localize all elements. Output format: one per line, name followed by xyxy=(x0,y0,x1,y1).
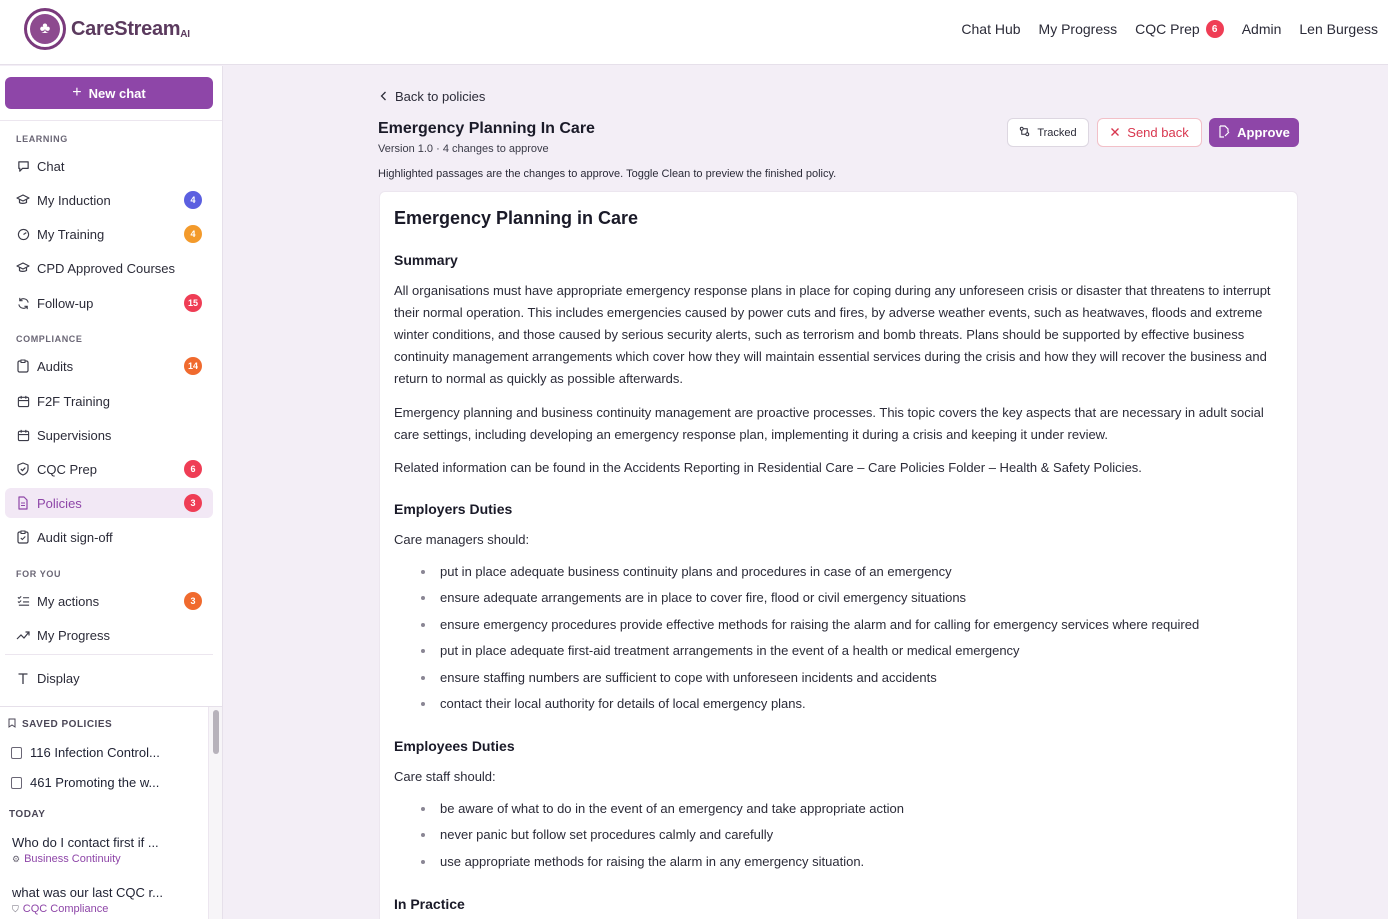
approve-label: Approve xyxy=(1237,125,1290,140)
bullet xyxy=(421,596,425,600)
nav-cqc-prep-badge: 6 xyxy=(1206,20,1224,38)
list-item-text: ensure adequate arrangements are in place to cover fire, flood or civil emergency situations xyxy=(440,590,967,606)
sidebar xyxy=(0,66,223,919)
policy-title: Emergency Planning In Care xyxy=(378,120,595,137)
tracked-toggle-button[interactable] xyxy=(1007,118,1089,147)
clipboard-check-icon xyxy=(16,530,30,544)
brand-logo[interactable] xyxy=(24,8,190,50)
saved-policy-item[interactable] xyxy=(11,745,160,760)
close-icon xyxy=(1110,126,1120,140)
chat-topic-tag xyxy=(12,853,159,865)
sidebar-item-my-progress[interactable] xyxy=(5,620,213,650)
bullet xyxy=(421,807,425,811)
bookmark-icon xyxy=(8,718,16,731)
tracked-label: Tracked xyxy=(1037,126,1077,139)
chat-bubble-icon xyxy=(16,159,30,173)
send-back-label: Send back xyxy=(1127,125,1189,140)
list-item-text: contact their local authority for details of local emergency plans. xyxy=(440,695,806,711)
sidebar-badge: 14 xyxy=(184,357,202,375)
bullet xyxy=(421,860,425,864)
sidebar-item-label: Display xyxy=(37,670,80,686)
approve-button[interactable] xyxy=(1209,118,1299,147)
bullet xyxy=(421,570,425,574)
sidebar-badge: 6 xyxy=(184,460,202,478)
employees-duties-heading: Employees Duties xyxy=(394,738,515,754)
sidebar-scrollbar[interactable] xyxy=(208,707,222,919)
sidebar-item-supervisions[interactable] xyxy=(5,420,213,450)
sidebar-item-label: Supervisions xyxy=(37,427,112,443)
list-item-text: ensure staffing numbers are sufficient to cope with unforeseen incidents and accidents xyxy=(440,669,937,685)
document-icon xyxy=(16,496,30,510)
list-item xyxy=(394,588,1286,614)
summary-heading: Summary xyxy=(394,252,458,268)
sidebar-item-f2f-training[interactable] xyxy=(5,386,213,416)
new-chat-label: New chat xyxy=(88,85,146,101)
bullet xyxy=(421,649,425,653)
sidebar-badge: 3 xyxy=(184,592,202,610)
send-back-button[interactable] xyxy=(1097,118,1202,147)
list-item xyxy=(394,615,1286,641)
top-header xyxy=(0,0,1388,65)
employers-duties-list xyxy=(394,562,1286,720)
sidebar-item-my-training[interactable] xyxy=(5,219,213,249)
shield-check-icon xyxy=(16,462,30,476)
chat-topic-label: Business Continuity xyxy=(24,853,121,865)
employers-duties-heading: Employers Duties xyxy=(394,501,513,517)
chat-topic-label: CQC Compliance xyxy=(22,903,109,915)
refresh-icon xyxy=(16,296,30,310)
bullet xyxy=(421,833,425,837)
chat-history-item[interactable] xyxy=(12,885,163,915)
clipboard-icon xyxy=(16,359,30,373)
gauge-icon xyxy=(16,227,30,241)
nav-cqc-prep[interactable] xyxy=(1135,20,1224,38)
gear-icon: ⚙ xyxy=(12,853,21,864)
list-item xyxy=(394,852,1286,878)
brand-name: CareStream xyxy=(71,17,181,40)
back-link-label: Back to policies xyxy=(395,89,486,104)
sidebar-item-audits[interactable] xyxy=(5,351,213,381)
sidebar-item-label: Policies xyxy=(37,495,82,511)
sidebar-item-my-actions[interactable] xyxy=(5,586,213,616)
policy-version-meta: Version 1.0 · 4 changes to approve xyxy=(378,143,549,155)
list-item-text: ensure emergency procedures provide effective methods for raising the alarm and for calling for emergency services where required xyxy=(440,616,1200,632)
nav-admin[interactable]: Admin xyxy=(1241,21,1282,37)
scrollbar-thumb[interactable] xyxy=(213,710,219,754)
back-to-policies-link[interactable] xyxy=(380,89,485,104)
saved-policy-label: 116 Infection Control... xyxy=(30,745,160,760)
employees-intro: Care staff should: xyxy=(394,769,496,784)
checklist-icon xyxy=(16,594,30,608)
sidebar-badge: 4 xyxy=(184,191,202,209)
saved-policies-heading xyxy=(8,718,112,731)
sidebar-item-policies[interactable] xyxy=(5,488,213,518)
graduation-cap-icon xyxy=(16,261,30,275)
sidebar-item-display[interactable] xyxy=(5,663,213,693)
main-content xyxy=(224,66,1388,919)
list-item xyxy=(394,668,1286,694)
employers-intro: Care managers should: xyxy=(394,532,530,547)
employees-duties-list xyxy=(394,799,1286,878)
sidebar-item-label: My Induction xyxy=(37,192,111,208)
sidebar-item-label: Chat xyxy=(37,158,65,174)
user-menu[interactable]: Len Burgess xyxy=(1299,21,1378,37)
saved-policies-panel xyxy=(0,706,222,919)
sidebar-item-label: CQC Prep xyxy=(37,461,97,477)
bullet xyxy=(421,676,425,680)
summary-paragraph: Related information can be found in the Accidents Reporting in Residential Care – Care Policies Folder – Health & Safety Policies. xyxy=(394,460,1142,475)
logo-tree-icon: ♣ xyxy=(24,8,66,50)
new-chat-button[interactable] xyxy=(5,77,213,109)
list-item xyxy=(394,694,1286,720)
list-item-text: put in place adequate first-aid treatment arrangements in the event of a health or medical emergency xyxy=(440,643,1020,659)
chevron-left-icon xyxy=(380,89,387,104)
list-item-text: never panic but follow set procedures calmly and carefully xyxy=(440,827,774,843)
bullet xyxy=(421,702,425,706)
saved-policy-label: 461 Promoting the w... xyxy=(30,775,160,790)
sidebar-badge: 3 xyxy=(184,494,202,512)
policy-document xyxy=(379,191,1298,919)
sidebar-item-label: Follow-up xyxy=(37,295,94,311)
trending-up-icon xyxy=(16,628,30,642)
sidebar-divider xyxy=(0,120,222,121)
text-icon xyxy=(16,671,30,685)
chat-history-item[interactable] xyxy=(12,835,159,865)
brand-suffix: AI xyxy=(180,28,190,40)
nav-cqc-prep-label: CQC Prep xyxy=(1135,21,1200,37)
list-item-text: be aware of what to do in the event of an emergency and take appropriate action xyxy=(440,801,904,816)
in-practice-heading: In Practice xyxy=(394,896,465,912)
sidebar-item-label: My Progress xyxy=(37,627,110,643)
list-item xyxy=(394,799,1286,825)
sidebar-item-label: Audits xyxy=(37,358,74,374)
sidebar-item-cqc-prep[interactable] xyxy=(5,454,213,484)
document-signature-icon xyxy=(1218,125,1230,141)
list-item xyxy=(394,562,1286,588)
nav-my-progress[interactable]: My Progress xyxy=(1038,21,1118,37)
sidebar-divider xyxy=(5,654,213,655)
today-heading: TODAY xyxy=(9,809,46,820)
calendar-icon xyxy=(16,394,30,408)
list-item-text: use appropriate methods for raising the alarm in any emergency situation. xyxy=(440,853,865,869)
sidebar-badge: 4 xyxy=(184,225,202,243)
summary-paragraph: Emergency planning and business continuity management are proactive processes. This topic covers the key aspects that are necessary in adult social care settings, including developing an emergency response plan, implementing it during a crisis and keeping it under review. xyxy=(394,405,1264,442)
compare-arrows-icon xyxy=(1019,126,1030,140)
sidebar-item-label: My actions xyxy=(37,593,100,609)
sidebar-item-my-induction[interactable] xyxy=(5,185,213,215)
sidebar-item-label: CPD Approved Courses xyxy=(37,260,176,276)
plus-icon: + xyxy=(72,84,82,101)
bullet xyxy=(421,623,425,627)
saved-policies-label: SAVED POLICIES xyxy=(22,719,113,730)
summary-paragraph: All organisations must have appropriate emergency response plans in place for coping during any unforeseen crisis or disaster that threatens to interrupt their normal operation. This includes emergencies caused by power cuts and fires, by adverse weather events, such as heatwaves, floods and extreme winter conditions, and those caused by serious security alerts, such as terrorism and bomb threats. Plans should be supported by effective business continuity management arrangements which cover how they will maintain essential services during the crisis and how they will recover the business and return to normal as quickly as possible afterwards. xyxy=(394,283,1271,386)
document-icon xyxy=(11,747,22,759)
sidebar-item-chat[interactable] xyxy=(5,151,213,181)
review-hint: Highlighted passages are the changes to approve. Toggle Clean to preview the finished policy. xyxy=(378,168,837,180)
sidebar-item-audit-sign-off[interactable] xyxy=(5,522,213,552)
shield-icon: ⛉ xyxy=(12,903,19,914)
sidebar-badge: 15 xyxy=(184,294,202,312)
calendar-icon xyxy=(16,428,30,442)
top-navigation xyxy=(943,20,1378,38)
sidebar-item-label: My Training xyxy=(37,226,105,242)
list-item-text: put in place adequate business continuity plans and procedures in case of an emergency xyxy=(440,564,952,579)
sidebar-item-label: Audit sign-off xyxy=(37,529,113,545)
document-icon xyxy=(11,777,22,789)
list-item xyxy=(394,641,1286,667)
chat-question: what was our last CQC r... xyxy=(12,885,163,900)
sidebar-item-label: F2F Training xyxy=(37,393,110,409)
chat-question: Who do I contact first if ... xyxy=(12,835,159,850)
sidebar-item-follow-up[interactable] xyxy=(5,288,213,318)
saved-policy-item[interactable] xyxy=(11,775,159,790)
sidebar-item-cpd-approved-courses[interactable] xyxy=(5,253,213,283)
graduation-cap-icon xyxy=(16,193,30,207)
nav-chat-hub[interactable]: Chat Hub xyxy=(961,21,1021,37)
document-heading: Emergency Planning in Care xyxy=(394,208,639,228)
list-item xyxy=(394,825,1286,851)
section-label-compliance: COMPLIANCE xyxy=(16,334,83,344)
chat-topic-tag xyxy=(12,903,163,915)
section-label-learning: LEARNING xyxy=(16,134,68,144)
section-label-for-you: FOR YOU xyxy=(16,569,62,579)
